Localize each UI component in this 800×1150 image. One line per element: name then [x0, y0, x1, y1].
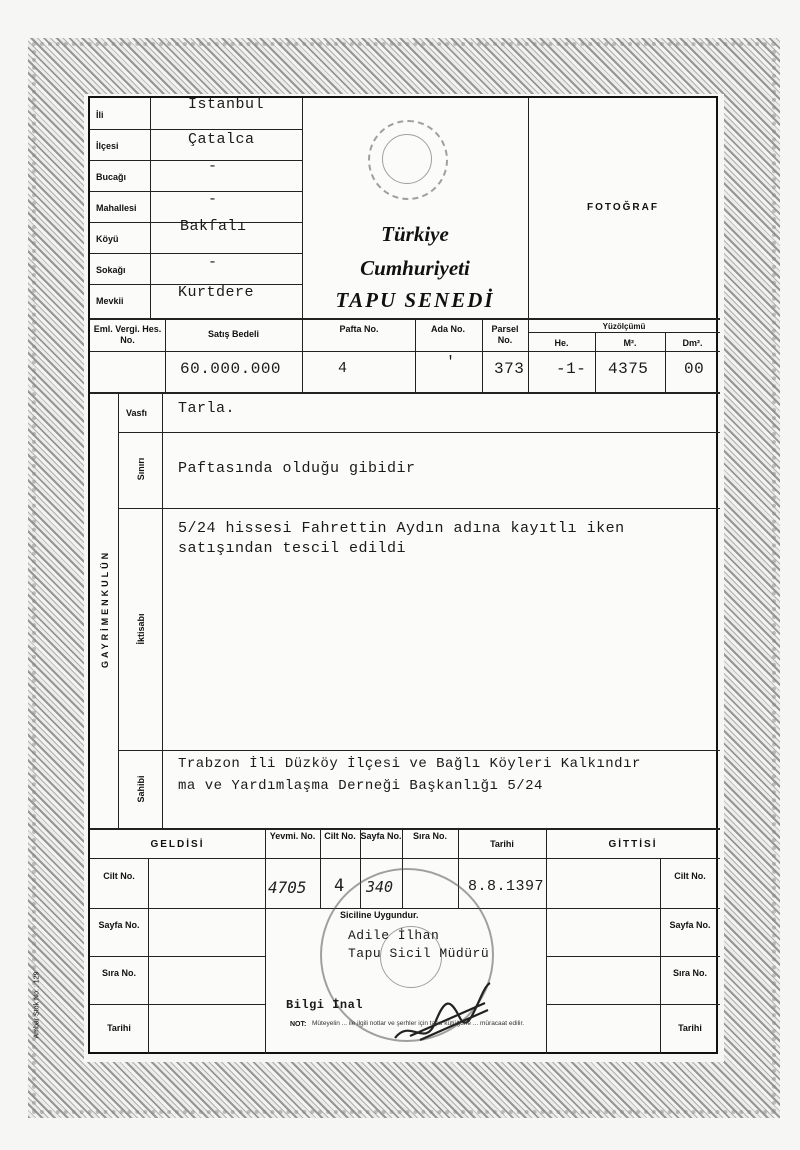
label-vasfi: Vasfı [126, 408, 148, 418]
value-cilt: 4 [334, 876, 345, 896]
header-satis-bedeli: Satış Bedeli [207, 329, 260, 339]
value-dm2: 00 [684, 360, 705, 378]
field-label-koyu: Köyü [96, 234, 119, 244]
value-m2: 4375 [608, 360, 649, 378]
field-label-sokagi: Sokağı [96, 265, 126, 275]
header-tarihi: Tarihi [490, 839, 514, 849]
photo-label: FOTOĞRAF [587, 202, 659, 213]
field-value-mahallesi: - [208, 191, 218, 208]
label-gayrimenkulun: GAYRİMENKULÜN [100, 549, 110, 668]
header-yevmi: Yevmi. No. [269, 831, 316, 841]
title-cumhuriyeti: Cumhuriyeti [360, 256, 470, 280]
field-value-mevkii: Kurtdere [178, 284, 255, 301]
left-row-tarihi: Tarihi [107, 1023, 131, 1033]
left-row-sira: Sıra No. [101, 968, 136, 978]
header-sayfa: Sayfa No. [360, 831, 402, 841]
field-label-mahallesi: Mahallesi [96, 203, 137, 213]
value-yevmi: 4705 [268, 878, 307, 897]
header-he: He. [554, 338, 569, 348]
value-vasfi: Tarla. [178, 400, 236, 417]
label-geldisi: GELDİSİ [150, 839, 205, 850]
right-row-sayfa: Sayfa No. [669, 920, 711, 930]
title-tapu-senedi: TAPU SENEDİ [335, 288, 495, 312]
right-row-tarihi: Tarihi [678, 1023, 702, 1033]
left-row-cilt: Cilt No. [103, 871, 135, 881]
value-ada: ' [446, 354, 456, 371]
value-parsel: 373 [494, 360, 525, 378]
header-m2: M². [623, 338, 637, 348]
right-row-sira: Sıra No. [672, 968, 707, 978]
value-sahibi-line2: ma ve Yardımlaşma Derneği Başkanlığı 5/24 [178, 778, 543, 794]
sicil-text: Siciline Uygundur. [340, 910, 419, 920]
label-siniri: Sınırı [136, 457, 146, 481]
header-sira: Sıra No. [412, 831, 447, 841]
value-pafta: 4 [338, 360, 348, 377]
field-value-bucagi: - [208, 158, 218, 175]
official-seal-inner [382, 134, 432, 184]
field-value-koyu: Bakfalı [180, 218, 247, 235]
field-label-bucagi: Bucağı [96, 172, 127, 182]
header-ada: Ada No. [430, 324, 465, 334]
value-iktisabi-line1: 5/24 hissesi Fahrettin Aydın adına kayıtlı iken [178, 520, 625, 537]
value-siniri: Paftasında olduğu gibidir [178, 460, 416, 477]
field-label-ilcesi: İlçesi [96, 141, 119, 151]
header-emlak-vergi: Eml. Vergi. Hes. No. [93, 324, 162, 345]
officer-title: Tapu Sicil Müdürü [348, 946, 490, 961]
label-gittisi: GİTTİSİ [608, 839, 658, 850]
not-label: NOT: [290, 1021, 307, 1028]
value-satis-bedeli: 60.000.000 [180, 360, 282, 378]
bilgi-text: Bilgi İnal [286, 998, 364, 1012]
value-sahibi-line1: Trabzon İli Düzköy İlçesi ve Bağlı Köyleri Kalkındır [178, 756, 641, 772]
ambar-stok-label: Ambar Stok No. : 129 [33, 971, 41, 1039]
field-value-ilcesi: Çatalca [188, 131, 255, 148]
signature-scribble [390, 978, 500, 1048]
field-value-sokagi: - [208, 254, 218, 271]
header-pafta: Pafta No. [339, 324, 379, 334]
field-label-mevkii: Mevkii [96, 296, 124, 306]
header-yuzolcumu: Yüzölçümü [602, 322, 646, 331]
label-sahibi: Sahibi [136, 775, 146, 803]
header-cilt: Cilt No. [324, 831, 356, 841]
value-he: -1- [556, 360, 587, 378]
field-value-ili: Istanbul [188, 96, 265, 113]
value-iktisabi-line2: satışından tescil edildi [178, 540, 407, 557]
deed-form [88, 96, 718, 1054]
label-iktisabi: İktisabı [136, 613, 146, 645]
title-turkiye: Türkiye [381, 222, 449, 246]
field-label-ili: İli [96, 110, 104, 120]
right-row-cilt: Cilt No. [674, 871, 706, 881]
value-tarihi: 8.8.1397 [468, 878, 545, 895]
header-dm2: Dm². [682, 338, 703, 348]
header-parsel: Parsel No. [491, 324, 519, 345]
left-row-sayfa: Sayfa No. [98, 920, 140, 930]
value-sayfa: 340 [366, 878, 394, 896]
not-text: Müteyelin ... ile ilgili notlar ve şerhler için tapu kütüğüne ... müracaat edilir. [312, 1020, 525, 1027]
officer-name: Adile İlhan [348, 928, 440, 943]
